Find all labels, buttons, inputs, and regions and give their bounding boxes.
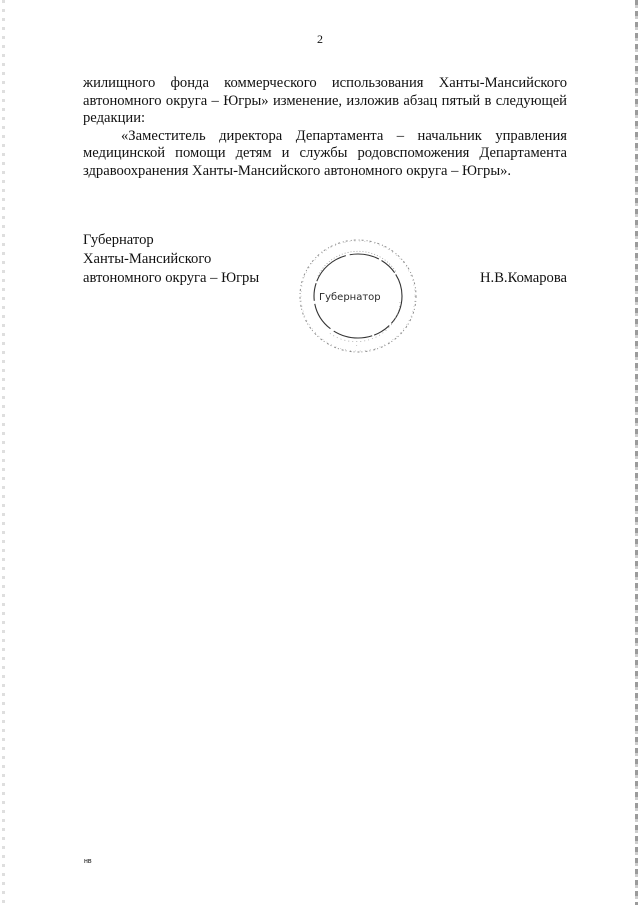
paragraph-continuation: жилищного фонда коммерческого использования Ханты-Мансийского автономного округа – Югры» изменение, изложив абзац пятый в следующей редакции:: [83, 75, 567, 126]
signatory-name: Н.В.Комарова: [480, 270, 567, 286]
body-text: [83, 75, 567, 180]
svg-text:·: ·: [356, 343, 358, 349]
scan-edge-right: [635, 0, 638, 905]
seal-graphic: [288, 232, 422, 358]
page-number: 2: [317, 32, 323, 46]
signatory-title-line: Ханты-Мансийского: [83, 251, 212, 267]
seal-label: Губернатор: [319, 292, 381, 303]
scan-edge-left: [2, 0, 5, 905]
signatory-title-line: Губернатор: [83, 232, 154, 248]
executor-initials: нв: [84, 858, 92, 865]
official-seal: [288, 232, 422, 358]
paragraph-quoted-title: «Заместитель директора Департамента – начальник управления медицинской помощи детям и службы родовспоможения Департамента здравоохранения Ханты-Мансийского автономного округа – Югры».: [83, 127, 567, 179]
signatory-title: [83, 231, 259, 288]
signatory-title-line: автономного округа – Югры: [83, 270, 260, 286]
